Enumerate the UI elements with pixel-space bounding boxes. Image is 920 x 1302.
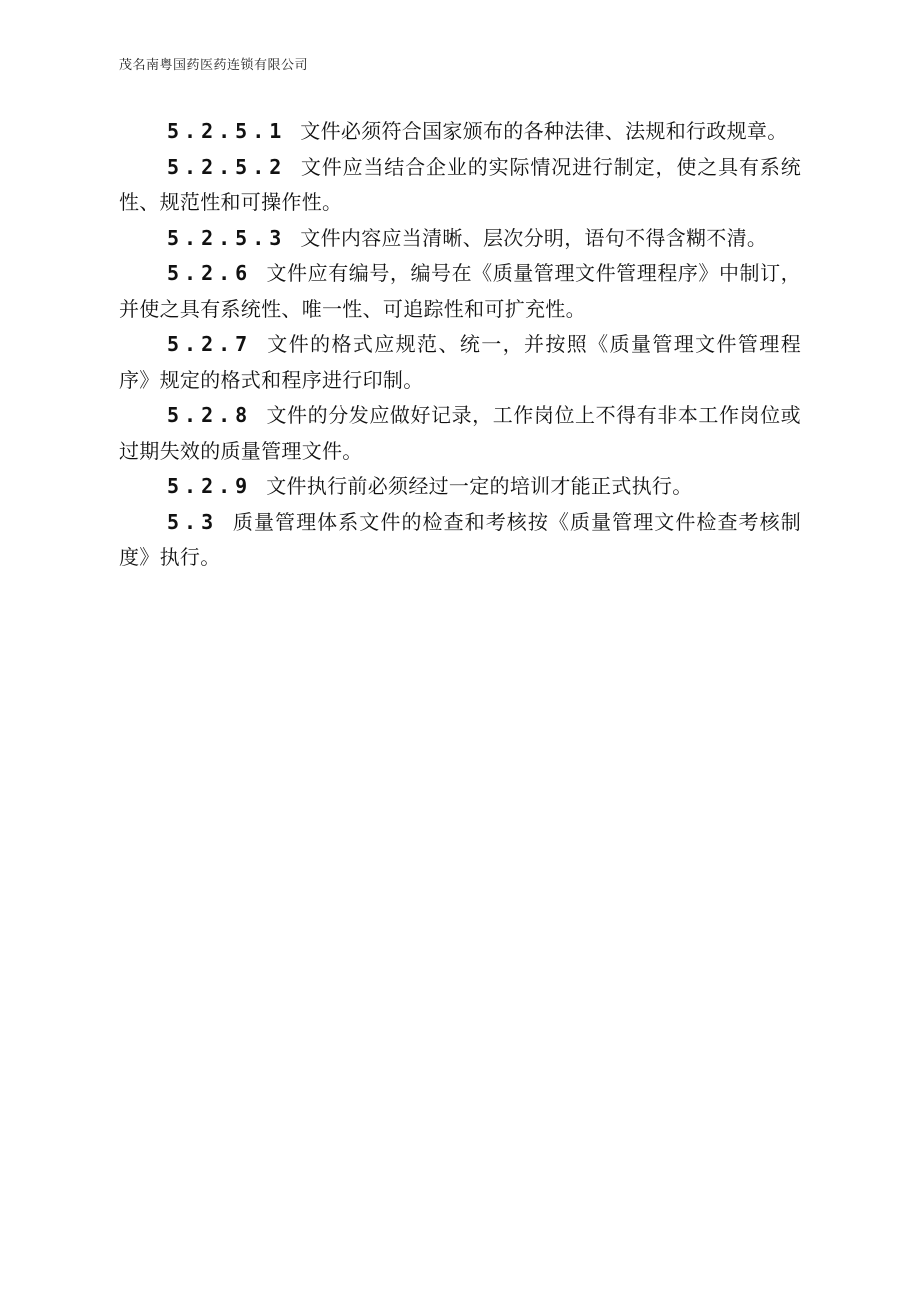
clause-number: 5.2.5.2 [167, 154, 287, 179]
clause-number: 5.2.8 [167, 403, 253, 427]
clause-text: 质量管理体系文件的检查和考核按《质量管理文件检查考核制度》执行。 [119, 509, 801, 569]
clause-text: 文件执行前必须经过一定的培训才能正式执行。 [266, 474, 693, 498]
clause-number: 5.2.9 [167, 474, 253, 498]
clause-text: 文件必须符合国家颁布的各种法律、法规和行政规章。 [300, 119, 788, 143]
clause-number: 5.2.5.3 [167, 225, 287, 250]
clause-5-2-7 [119, 327, 801, 398]
clause-5-2-9 [119, 469, 801, 505]
clause-text: 文件的格式应规范、统一，并按照《质量管理文件管理程序》规定的格式和程序进行印制。 [119, 332, 801, 392]
clause-text: 文件应当结合企业的实际情况进行制定，使之具有系统性、规范性和可操作性。 [119, 154, 801, 214]
clause-text: 文件应有编号，编号在《质量管理文件管理程序》中制订，并使之具有系统性、唯一性、可追踪性和可扩充性。 [119, 261, 801, 321]
clause-5-2-8 [119, 398, 801, 469]
clause-text: 文件的分发应做好记录，工作岗位上不得有非本工作岗位或过期失效的质量管理文件。 [119, 403, 801, 463]
clause-5-2-6 [119, 256, 801, 327]
clause-number: 5.2.7 [167, 332, 253, 356]
clause-number: 5.2.5.1 [167, 119, 287, 143]
page-header-company: 茂名南粤国药医药连锁有限公司 [119, 58, 309, 73]
clause-5-2-5-1 [119, 114, 801, 150]
clause-text: 文件内容应当清晰、层次分明，语句不得含糊不清。 [300, 225, 768, 250]
clause-number: 5.3 [167, 509, 219, 534]
clause-5-2-5-2 [119, 150, 801, 221]
clause-number: 5.2.6 [167, 261, 253, 285]
clause-5-3 [119, 505, 801, 576]
document-body [119, 114, 801, 576]
clause-5-2-5-3 [119, 221, 801, 257]
